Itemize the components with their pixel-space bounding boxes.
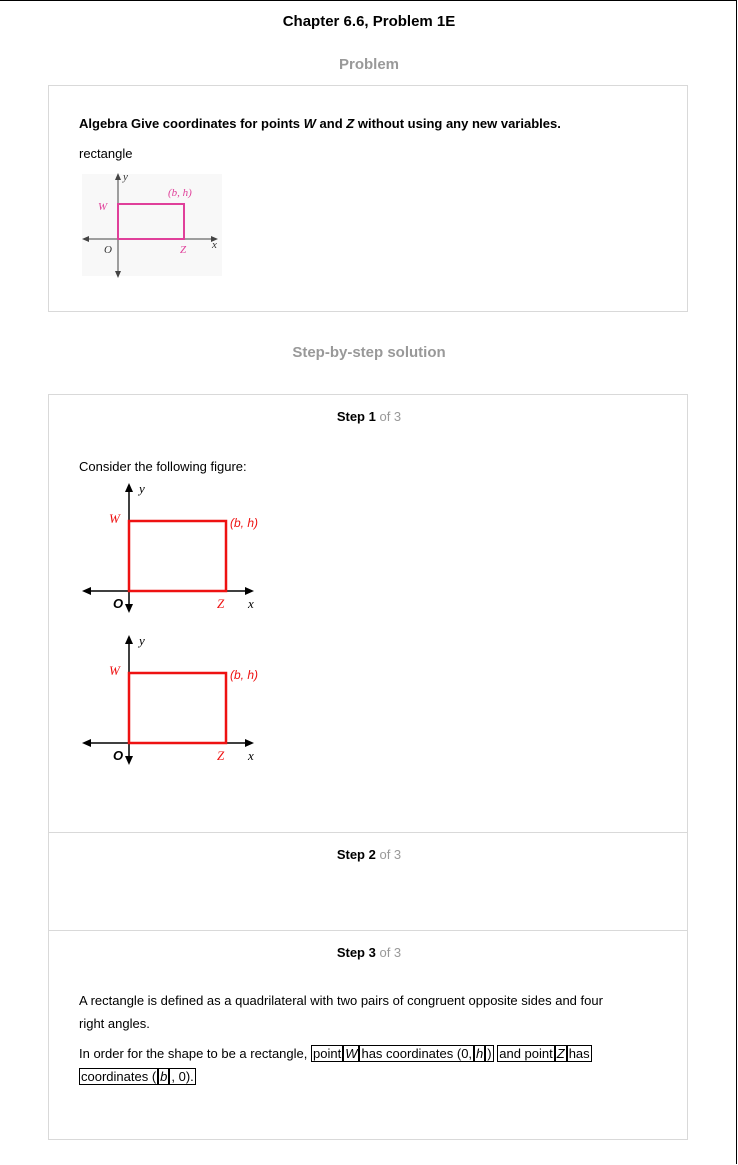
step-3-answer <box>79 1042 669 1088</box>
problem-and: and <box>315 116 347 131</box>
problem-suffix: without using any new variables. <box>354 116 561 131</box>
problem-subtitle: rectangle <box>79 146 133 161</box>
fig1-origin-label: O <box>113 596 124 611</box>
fig2-x-label: x <box>248 748 254 763</box>
problem-point-z: Z <box>346 116 355 131</box>
fig1-corner-label: (b, h) <box>230 516 259 530</box>
fig2-corner-label: (b, h) <box>230 668 259 682</box>
step-3-text-line1: A rectangle is defined as a quadrilateral with two pairs of congruent opposite sides and four <box>79 993 603 1008</box>
problem-prefix: Algebra Give coordinates for points <box>79 116 304 131</box>
problem-point-w: W <box>303 116 316 131</box>
step-1-figure-bottom <box>80 632 280 767</box>
step-2-label <box>0 847 738 862</box>
problem-section-title: Problem <box>338 56 399 73</box>
answer-w-h: h <box>476 1046 484 1061</box>
problem-x-label: x <box>212 239 217 251</box>
step-3-count: of 3 <box>379 945 402 960</box>
fig2-rectangle <box>129 673 226 743</box>
step-1-title: Step 1 <box>336 409 376 424</box>
answer-and-point: and point <box>499 1046 553 1061</box>
answer-z-b: b <box>160 1069 168 1084</box>
answer-point-word: point <box>312 1046 342 1061</box>
step-2-count: of 3 <box>379 847 402 862</box>
answer-w-var: W <box>345 1046 358 1061</box>
answer-has: has <box>568 1046 590 1061</box>
step-3-label <box>0 945 738 960</box>
step-divider-2 <box>48 930 688 931</box>
problem-w-label: W <box>98 201 108 213</box>
problem-statement <box>79 116 561 131</box>
fig2-origin-label: O <box>113 748 124 763</box>
fig1-z-label: Z <box>217 596 225 611</box>
step-1-text: Consider the following figure: <box>79 459 247 474</box>
step-2-title: Step 2 <box>336 847 376 862</box>
fig1-x-label: x <box>248 596 254 611</box>
answer-coordinates-word: coordinates ( <box>81 1069 157 1084</box>
step-3-title: Step 3 <box>336 945 376 960</box>
fig1-w-label: W <box>109 511 120 526</box>
answer-z-var: Z <box>556 1046 565 1061</box>
fig1-y-label: y <box>139 481 145 496</box>
step-divider-1 <box>48 832 688 833</box>
answer-w-coords: has coordinates (0, <box>361 1046 473 1061</box>
fig2-z-label: Z <box>217 748 225 763</box>
problem-origin-label: O <box>104 244 112 256</box>
fig2-w-label: W <box>109 663 120 678</box>
answer-w-close: ) <box>487 1046 492 1061</box>
problem-corner-label: (b, h) <box>168 187 192 199</box>
step-1-count: of 3 <box>379 409 402 424</box>
problem-z-label: Z <box>180 244 187 256</box>
step-3-definition <box>79 989 669 1035</box>
problem-y-label: y <box>123 171 128 183</box>
problem-figure <box>80 168 230 280</box>
answer-z-rest: , 0). <box>171 1069 194 1084</box>
fig2-y-label: y <box>139 633 145 648</box>
solution-section-title: Step-by-step solution <box>292 344 446 361</box>
step-3-text-line2: right angles. <box>79 1016 150 1031</box>
chapter-title: Chapter 6.6, Problem 1E <box>282 13 456 30</box>
step-1-label <box>0 409 738 424</box>
step-1-figure-top <box>80 480 280 615</box>
answer-intro: In order for the shape to be a rectangle, <box>79 1046 311 1061</box>
fig1-rectangle <box>129 521 226 591</box>
